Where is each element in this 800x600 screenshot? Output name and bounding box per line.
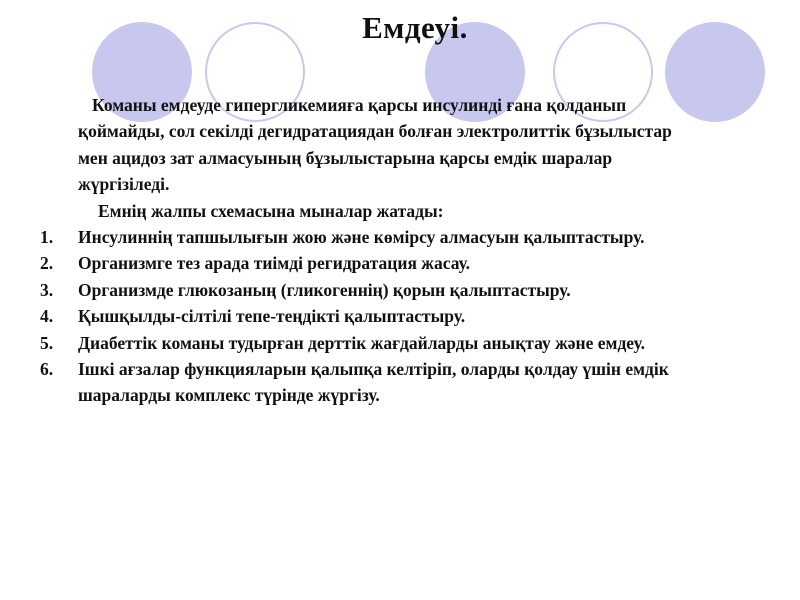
- list-item: [0, 224, 790, 250]
- treatment-list: [0, 224, 790, 409]
- list-item-number: 5.: [40, 332, 54, 353]
- list-item-text: Организмге тез арада тиімді регидратация жасау.: [78, 253, 470, 274]
- list-item-text: Диабеттік команы тудырған дерттік жағдайларды анықтау және емдеу.: [78, 332, 645, 353]
- list-item-text: Инсулиннің тапшылығын жою және көмірсу алмасуын қалыптастыру.: [78, 227, 645, 248]
- list-lead-in: Емнің жалпы схемасына мыналар жатады:: [98, 200, 444, 221]
- list-item: [0, 356, 790, 409]
- list-item: [0, 277, 790, 303]
- list-item-number: 3.: [40, 279, 54, 300]
- list-item-number: 1.: [40, 227, 54, 248]
- list-item: [0, 250, 790, 276]
- slide-title: Емдеуі.: [362, 10, 468, 45]
- list-item: [0, 303, 790, 329]
- list-item-text: Ішкі ағзалар функцияларын қалыпқа келтіріп, оларды қолдау үшін емдік шараларды комплекс түрінде жүргізу.: [78, 359, 669, 406]
- list-item-number: 6.: [40, 359, 54, 380]
- list-item: [0, 330, 790, 356]
- list-item-text: Организмде глюкозаның (гликогеннің) қорын қалыптастыру.: [78, 279, 571, 300]
- slide-body: [0, 92, 790, 409]
- list-item-text: Қышқылды-сілтілі тепе-теңдікті қалыптастыру.: [78, 306, 466, 327]
- list-item-number: 4.: [40, 306, 54, 327]
- list-item-number: 2.: [40, 253, 54, 274]
- intro-paragraph: Команы емдеуде гипергликемияға қарсы инсулинді ғана қолданып қоймайды, сол секілді дегидратациядан болған электролиттік бұзылыстар мен ацидоз зат алмасуының бұзылыстарына қарсы емдік шаралар жүргізіледі.: [78, 95, 672, 195]
